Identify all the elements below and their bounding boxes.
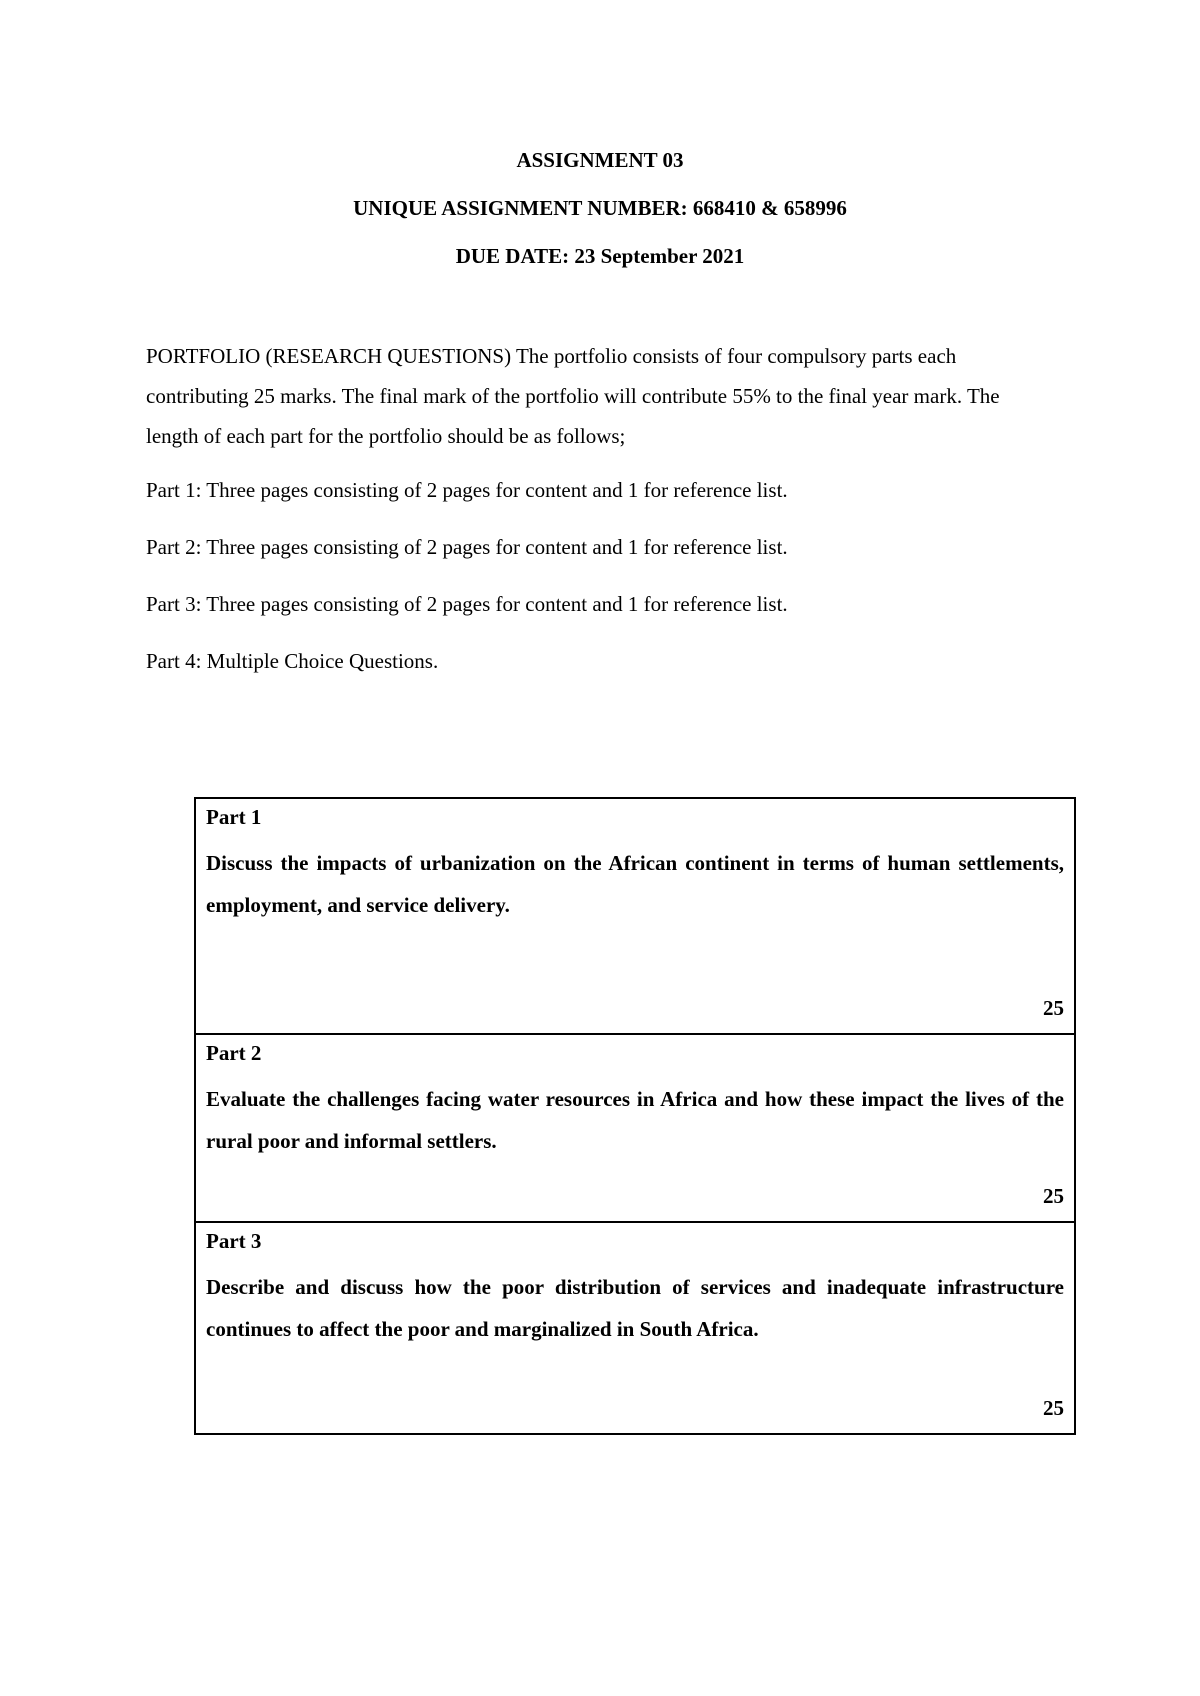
due-date: DUE DATE: 23 September 2021 xyxy=(455,244,745,268)
assignment-title: ASSIGNMENT 03 xyxy=(516,148,684,172)
question-row-part-3 xyxy=(196,1221,1074,1433)
questions-table xyxy=(194,797,1076,1435)
question-text: Evaluate the challenges facing water resources in Africa and how these impact the lives of the rural poor and informal settlers. xyxy=(206,1087,1064,1153)
part-length-item: Part 4: Multiple Choice Questions. xyxy=(146,649,439,673)
question-marks: 25 xyxy=(1043,1184,1064,1208)
question-text: Describe and discuss how the poor distribution of services and inadequate infrastructure continues to affect the poor and marginalized in South Africa. xyxy=(206,1275,1064,1341)
part-length-item: Part 2: Three pages consisting of 2 pages for content and 1 for reference list. xyxy=(146,535,788,559)
question-title: Part 1 xyxy=(206,805,262,829)
question-marks: 25 xyxy=(1043,996,1064,1020)
question-row-part-1 xyxy=(196,799,1074,1033)
portfolio-intro: PORTFOLIO (RESEARCH QUESTIONS) The portfolio consists of four compulsory parts each contributing 25 marks. The final mark of the portfolio will contribute 55% to the final year mark. The length of each part for the portfolio should be as follows; xyxy=(146,344,1000,448)
question-marks: 25 xyxy=(1043,1396,1064,1420)
question-row-part-2 xyxy=(196,1033,1074,1221)
question-title: Part 3 xyxy=(206,1229,262,1253)
question-text: Discuss the impacts of urbanization on the African continent in terms of human settlements, employment, and service delivery. xyxy=(206,851,1064,917)
part-length-item: Part 1: Three pages consisting of 2 pages for content and 1 for reference list. xyxy=(146,478,788,502)
question-title: Part 2 xyxy=(206,1041,262,1065)
part-length-item: Part 3: Three pages consisting of 2 pages for content and 1 for reference list. xyxy=(146,592,788,616)
unique-assignment-number: UNIQUE ASSIGNMENT NUMBER: 668410 & 658996 xyxy=(353,196,847,220)
